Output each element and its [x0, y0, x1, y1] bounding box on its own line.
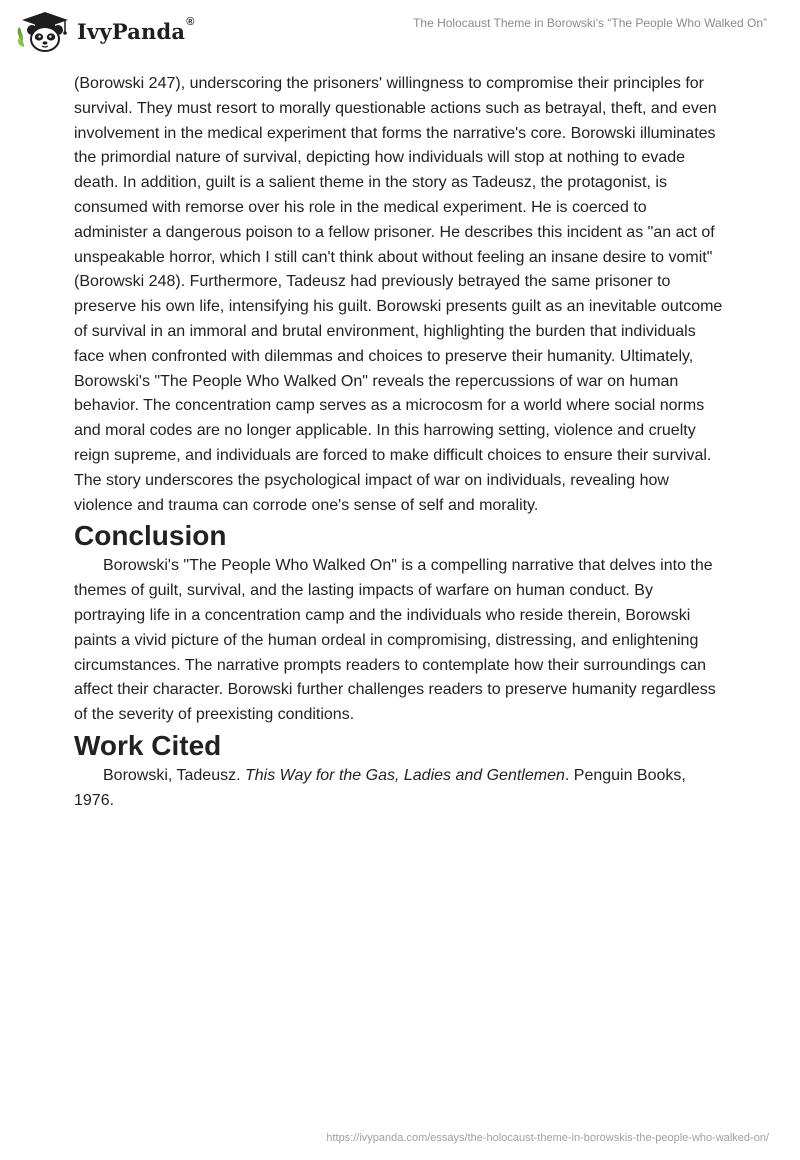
running-title: The Holocaust Theme in Borowski’s “The People Who Walked On” [413, 16, 767, 30]
conclusion-paragraph: Borowski's "The People Who Walked On" is a compelling narrative that delves into the themes of guilt, survival, and the lasting impacts of warfare on human conduct. By portraying life in a concentration camp and the individuals who reside therein, Borowski paints a vivid picture of the human ordeal in compromising, distressing, and enlightening circumstances. The narrative prompts readers to contemplate how their surroundings can affect their character. Borowski further challenges readers to preserve humanity regardless of the severity of preexisting conditions. [74, 557, 716, 724]
citation-entry [74, 764, 724, 814]
citation-book-title: This Way for the Gas, Ladies and Gentlemen [245, 766, 565, 784]
conclusion-heading: Conclusion [74, 520, 227, 552]
source-url[interactable]: https://ivypanda.com/essays/the-holocaust-theme-in-borowskis-the-people-who-walked-on/ [326, 1132, 769, 1144]
works-cited-heading: Work Cited [74, 729, 222, 761]
body-paragraph-continued: (Borowski 247), underscoring the prisoners' willingness to compromise their principles for survival. They must resort to morally questionable actions such as betrayal, theft, and even involvement in the medical experiment that forms the narrative's core. Borowski illuminates the primordial nature of survival, depicting how individuals will stop at nothing to evade death. In addition, guilt is a salient theme in the story as Tadeusz, the protagonist, is consumed with remorse over his role in the medical experiment. He is coerced to administer a dangerous poison to a fellow prisoner. He describes this incident as "an act of unspeakable horror, which I still can't think about without feeling an insane desire to vomit" (Borowski 248). Furthermore, Tadeusz had previously betrayed the same prisoner to preserve his own life, intensifying his guilt. Borowski presents guilt as an inevitable outcome of survival in an immoral and brutal environment, highlighting the burden that individuals face when confronted with dilemmas and choices to preserve their humanity. Ultimately, Borowski's "The People Who Walked On" reveals the repercussions of war on human behavior. The concentration camp serves as a microcosm for a world where social norms and moral codes are no longer applicable. In this harrowing setting, violence and cruelty reign supreme, and individuals are forced to make difficult choices to ensure their survival. The story underscores the psychological impact of war on individuals, revealing how violence and trauma can corrode one's sense of self and morality. [74, 75, 723, 514]
brand-logo[interactable] [16, 9, 195, 53]
citation-author: Borowski, Tadeusz. [103, 766, 245, 784]
citation-publisher: . Penguin Books, 1976. [74, 766, 686, 809]
brand-name: IvyPanda® [77, 15, 195, 44]
panda-graduate-icon [16, 9, 74, 53]
page-header [0, 0, 800, 70]
registered-mark: ® [186, 15, 195, 28]
essay-content [74, 72, 724, 814]
